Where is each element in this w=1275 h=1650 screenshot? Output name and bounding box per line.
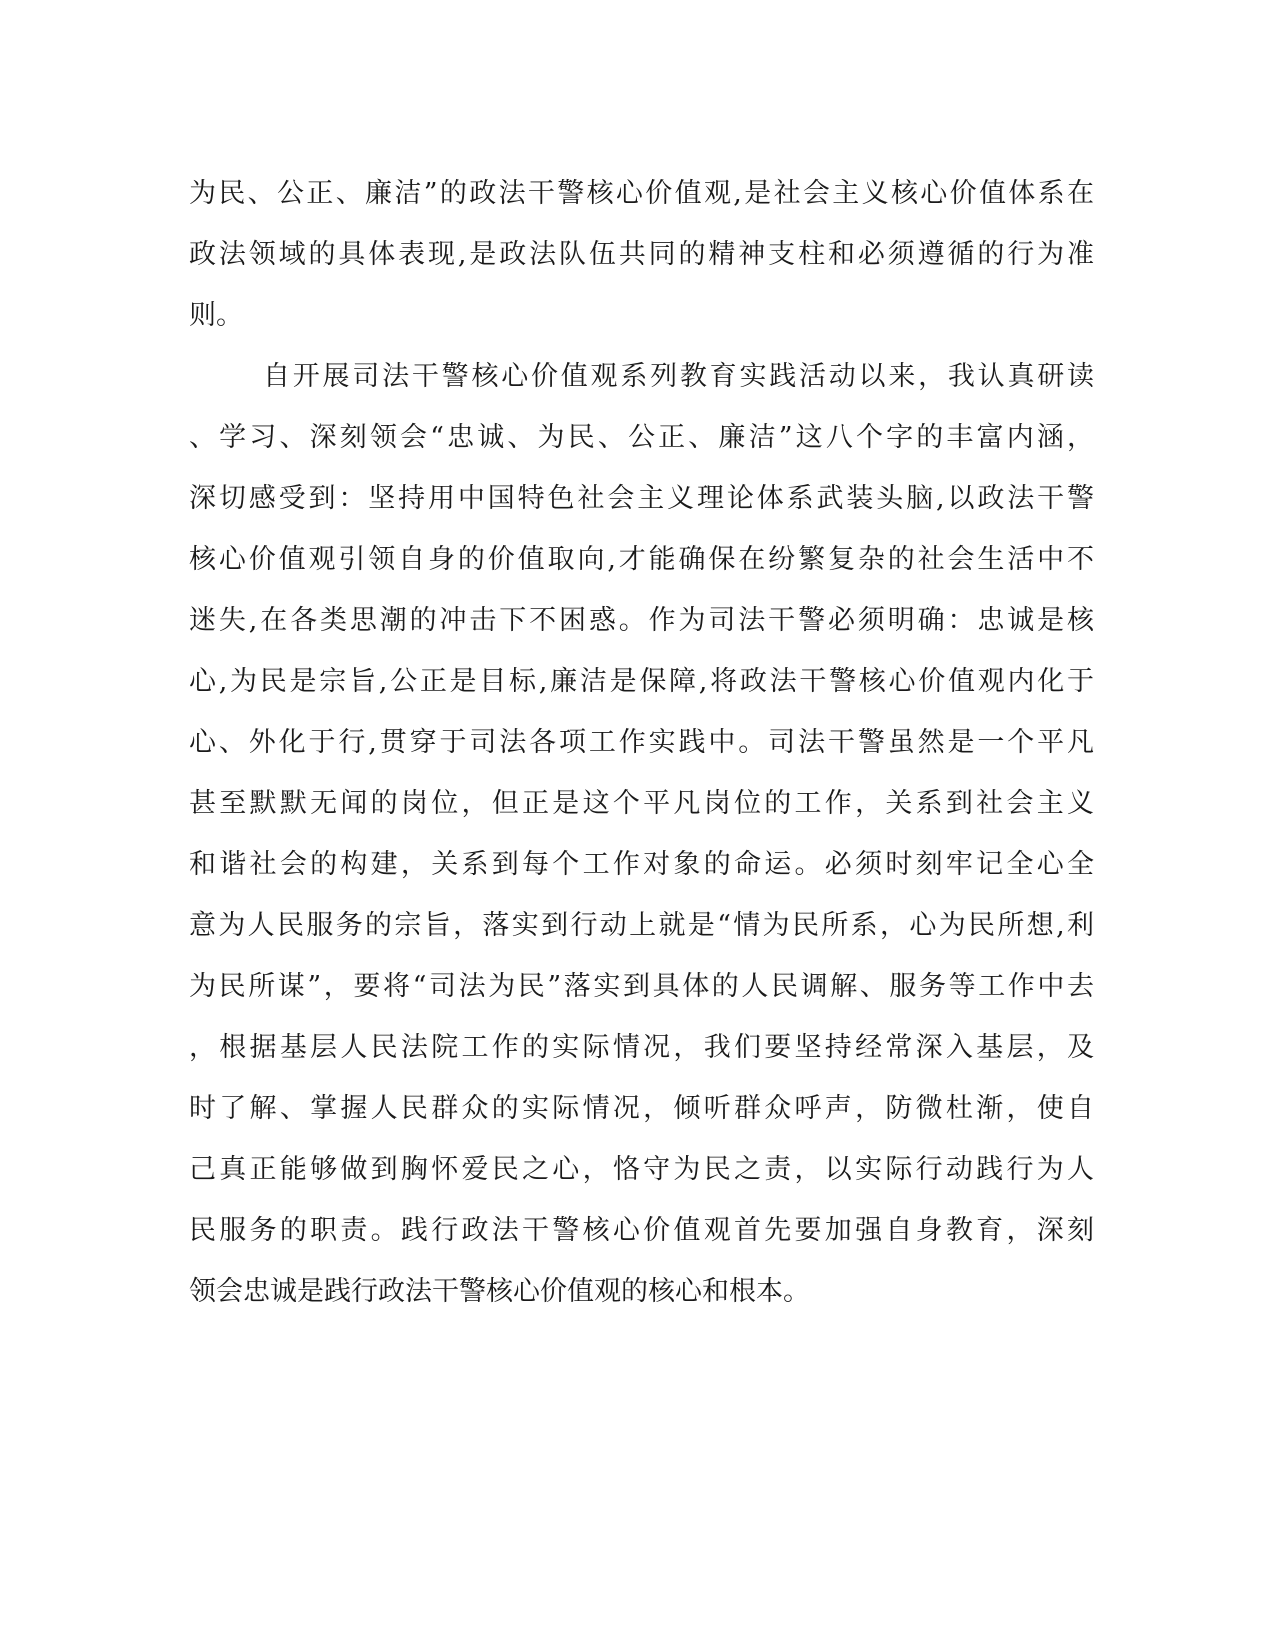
text-line: 则。	[189, 300, 243, 331]
text-line: 为民、公正、廉洁”的政法干警核心价值观,是社会主义核心价值体系在	[189, 178, 1094, 209]
text-line: 自开展司法干警核心价值观系列教育实践活动以来，我认真研读	[263, 361, 1094, 392]
text-line: 、学习、深刻领会“忠诚、为民、公正、廉洁”这八个字的丰富内涵，	[189, 422, 1094, 453]
text-line: 政法领域的具体表现,是政法队伍共同的精神支柱和必须遵循的行为准	[189, 239, 1094, 270]
text-line: 领会忠诚是践行政法干警核心价值观的核心和根本。	[189, 1276, 810, 1307]
text-line: 为民所谋”，要将“司法为民”落实到具体的人民调解、服务等工作中去	[189, 971, 1094, 1002]
paragraph-1	[189, 163, 1094, 346]
text-line: 民服务的职责。践行政法干警核心价值观首先要加强自身教育，深刻	[189, 1215, 1094, 1246]
text-line: 深切感受到：坚持用中国特色社会主义理论体系武装头脑,以政法干警	[189, 483, 1094, 514]
text-line: 和谐社会的构建，关系到每个工作对象的命运。必须时刻牢记全心全	[189, 849, 1094, 880]
paragraph-2	[189, 346, 1094, 1322]
text-line: 核心价值观引领自身的价值取向,才能确保在纷繁复杂的社会生活中不	[189, 544, 1094, 575]
text-line: ，根据基层人民法院工作的实际情况，我们要坚持经常深入基层，及	[189, 1032, 1094, 1063]
text-line: 己真正能够做到胸怀爱民之心，恪守为民之责，以实际行动践行为人	[189, 1154, 1094, 1185]
text-line: 心,为民是宗旨,公正是目标,廉洁是保障,将政法干警核心价值观内化于	[189, 666, 1094, 697]
text-line: 甚至默默无闻的岗位，但正是这个平凡岗位的工作，关系到社会主义	[189, 788, 1094, 819]
text-line: 意为人民服务的宗旨，落实到行动上就是“情为民所系，心为民所想,利	[189, 910, 1094, 941]
body-text	[189, 163, 1094, 1322]
text-line: 时了解、掌握人民群众的实际情况，倾听群众呼声，防微杜渐，使自	[189, 1093, 1094, 1124]
text-line: 迷失,在各类思潮的冲击下不困惑。作为司法干警必须明确：忠诚是核	[189, 605, 1094, 636]
text-line: 心、外化于行,贯穿于司法各项工作实践中。司法干警虽然是一个平凡	[189, 727, 1094, 758]
